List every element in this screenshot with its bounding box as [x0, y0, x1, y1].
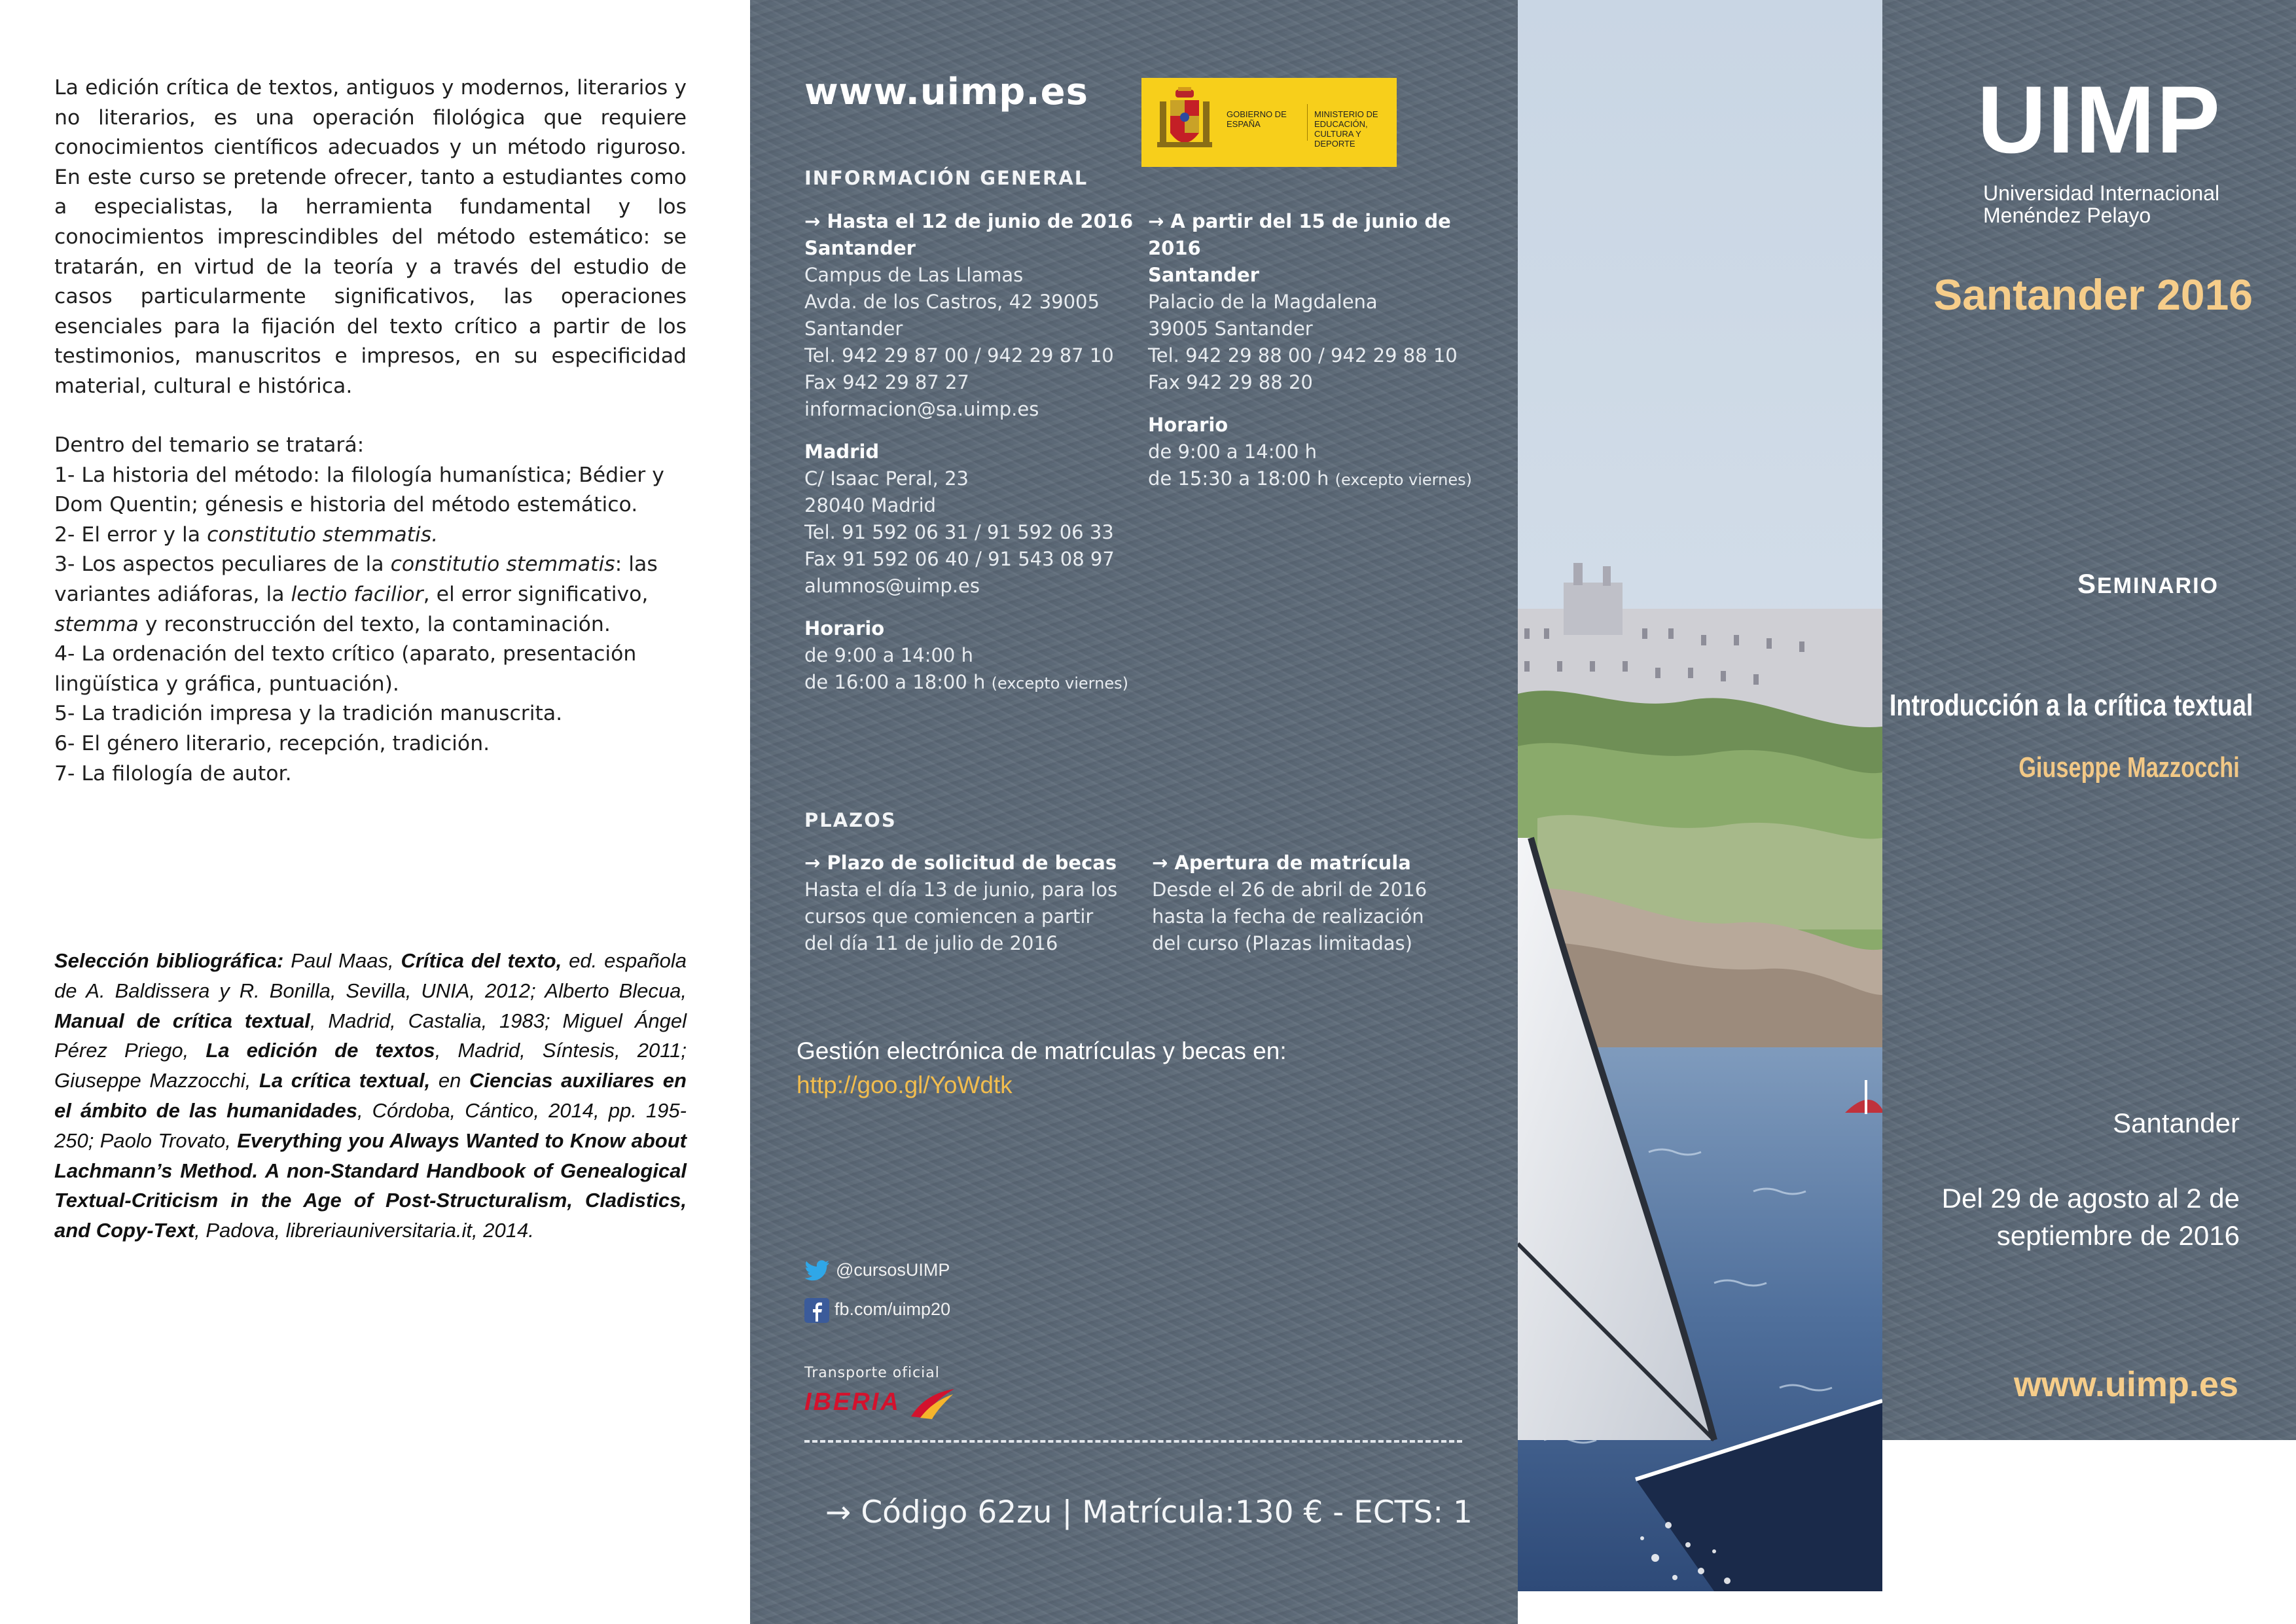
- cover-year: Santander 2016: [1933, 270, 2253, 319]
- painting-image: [1518, 0, 1882, 1624]
- course-author: Giuseppe Mazzocchi: [2018, 751, 2240, 784]
- contact-column-1: → Hasta el 12 de junio de 2016 Santander Campus de Las Llamas Avda. de los Castros, 42 39005 Santander Tel. 942 29 87 00 / 942 29 87 10 Fax 942 29 87 27 informacion@sa.uimp.es Madrid C/ Isaac Peral, 23 28040 Madrid Tel. 91 592 06 31 / 91 592 06 33 Fax 91 592 06 40 / 91 543 08 97 alumnos@uimp.es Horario de 9:00 a 14:00 h de 16:00 a 18:00 h (excepto viernes): [804, 208, 1151, 697]
- intro-paragraph: [54, 73, 687, 402]
- coat-of-arms-icon: [1156, 87, 1213, 156]
- cover-dates: Del 29 de agosto al 2 de septiembre de 2016: [1941, 1183, 2240, 1251]
- temario-item: 1- La historia del método: la filología humanística; Bédier y Dom Quentin; génesis e historia del método estemático.: [54, 463, 664, 517]
- temario-item: 4- La ordenación del texto crítico (aparato, presentación lingüística y gráfica, puntuación).: [54, 642, 637, 696]
- website-link[interactable]: www.uimp.es: [804, 71, 1088, 113]
- facebook-icon: [804, 1298, 829, 1323]
- plazo-becas: → Plazo de solicitud de becas Hasta el día 13 de junio, para los cursos que comiencen a partir del día 11 de julio de 2016: [804, 852, 1118, 954]
- government-badge: [1141, 78, 1397, 167]
- left-panel: [0, 0, 750, 1624]
- cover-website-link[interactable]: www.uimp.es: [2013, 1365, 2238, 1404]
- twitter-handle[interactable]: @cursosUIMP: [804, 1260, 950, 1282]
- plazo-matricula: → Apertura de matrícula Desde el 26 de abril de 2016 hasta la fecha de realización del curso (Plazas limitadas): [1152, 852, 1427, 954]
- temario-item: 7- La filología de autor.: [54, 761, 292, 785]
- gestion-text: Gestión electrónica de matrículas y becas en:: [797, 1038, 1287, 1064]
- cover-city: Santander: [2113, 1108, 2240, 1138]
- facebook-link[interactable]: fb.com/uimp20: [804, 1298, 950, 1323]
- transport-label: Transporte oficial: [804, 1365, 940, 1381]
- temario-list: [54, 431, 696, 789]
- registration-link[interactable]: http://goo.gl/YoWdtk: [797, 1072, 1013, 1098]
- iberia-logo: IBERIA: [804, 1386, 956, 1420]
- course-title: Introducción a la crítica textual: [1889, 688, 2253, 722]
- email-link[interactable]: alumnos@uimp.es: [804, 575, 980, 597]
- divider: [1307, 104, 1308, 141]
- sailboat-painting: [1518, 0, 1882, 1624]
- temario-item: 2- El error y la constitutio stemmatis.: [54, 522, 439, 547]
- temario-heading: Dentro del temario se tratará:: [54, 433, 365, 457]
- course-code: → Código 62zu | Matrícula:130 € - ECTS: 1: [825, 1494, 1473, 1530]
- section-heading-info: INFORMACIÓN GENERAL: [804, 167, 1088, 189]
- section-heading-plazos: PLAZOS: [804, 809, 897, 831]
- cover-panel: [1882, 0, 2296, 1440]
- seminar-label: SEMINARIO: [2077, 568, 2219, 599]
- temario-item: 3- Los aspectos peculiares de la constitutio stemmatis: las variantes adiáforas, la lectio facilior, el error significativo, stemma y reconstrucción del texto, la contaminación.: [54, 552, 658, 636]
- temario-item: 6- El género literario, recepción, tradición.: [54, 731, 490, 755]
- twitter-icon: [804, 1260, 831, 1282]
- dashed-separator: [804, 1440, 1462, 1443]
- ministry-label: MINISTERIO DE EDUCACIÓN, CULTURA Y DEPORTE: [1314, 109, 1378, 149]
- intro-text: La edición crítica de textos, antiguos y modernos, literarios y no literarios, es una operación filológica que requiere conocimientos científicos adecuados y un método riguroso. En este curso se pretende ofrecer, tanto a estudiantes como a especialistas, la herramienta fundamental y los conocimientos imprescindibles del método estemático: se tratarán, en virtud de la teoría y a través del estudio de casos particularmente significativos, las operaciones esenciales para la fijación del texto crítico a partir de los testimonios, manuscritos e impresos, en su especificidad material, cultural e histórica.: [54, 76, 687, 398]
- temario-item: 5- La tradición impresa y la tradición manuscrita.: [54, 702, 563, 726]
- uimp-logo: UIMP: [1977, 66, 2221, 173]
- gov-label: GOBIERNO DE ESPAÑA: [1227, 109, 1287, 129]
- contact-column-2: → A partir del 15 de junio de 2016 Santander Palacio de la Magdalena 39005 Santander Tel. 942 29 88 00 / 942 29 88 10 Fax 942 29 88 20 Horario de 9:00 a 14:00 h de 15:30 a 18:00 h (excepto viernes): [1148, 210, 1472, 490]
- bibliography: Selección bibliográfica: Paul Maas, Crítica del texto, ed. española de A. Baldissera y R. Bonilla, Sevilla, UNIA, 2012; Alberto Blecua, Manual de crítica textual, Madrid, Castalia, 1983; Miguel Ángel Pérez Priego, La edición de textos, Madrid, Síntesis, 2011; Giuseppe Mazzocchi, La crítica textual, en Ciencias auxiliares en el ámbito de las humanidades, Córdoba, Cántico, 2014, pp. 195-250; Paolo Trovato, Everything you Always Wanted to Know about Lachmann’s Method. A non-Standard Handbook of Genealogical Textual-Criticism in the Age of Post-Structuralism, Cladistics, and Copy-Text, Padova, libreriauniversitaria.it, 2014.: [54, 949, 687, 1242]
- iberia-swoosh-icon: [908, 1386, 956, 1420]
- info-panel: [750, 0, 1518, 1624]
- university-name: Universidad Internacional Menéndez Pelayo: [1983, 181, 2220, 227]
- email-link[interactable]: informacion@sa.uimp.es: [804, 398, 1039, 420]
